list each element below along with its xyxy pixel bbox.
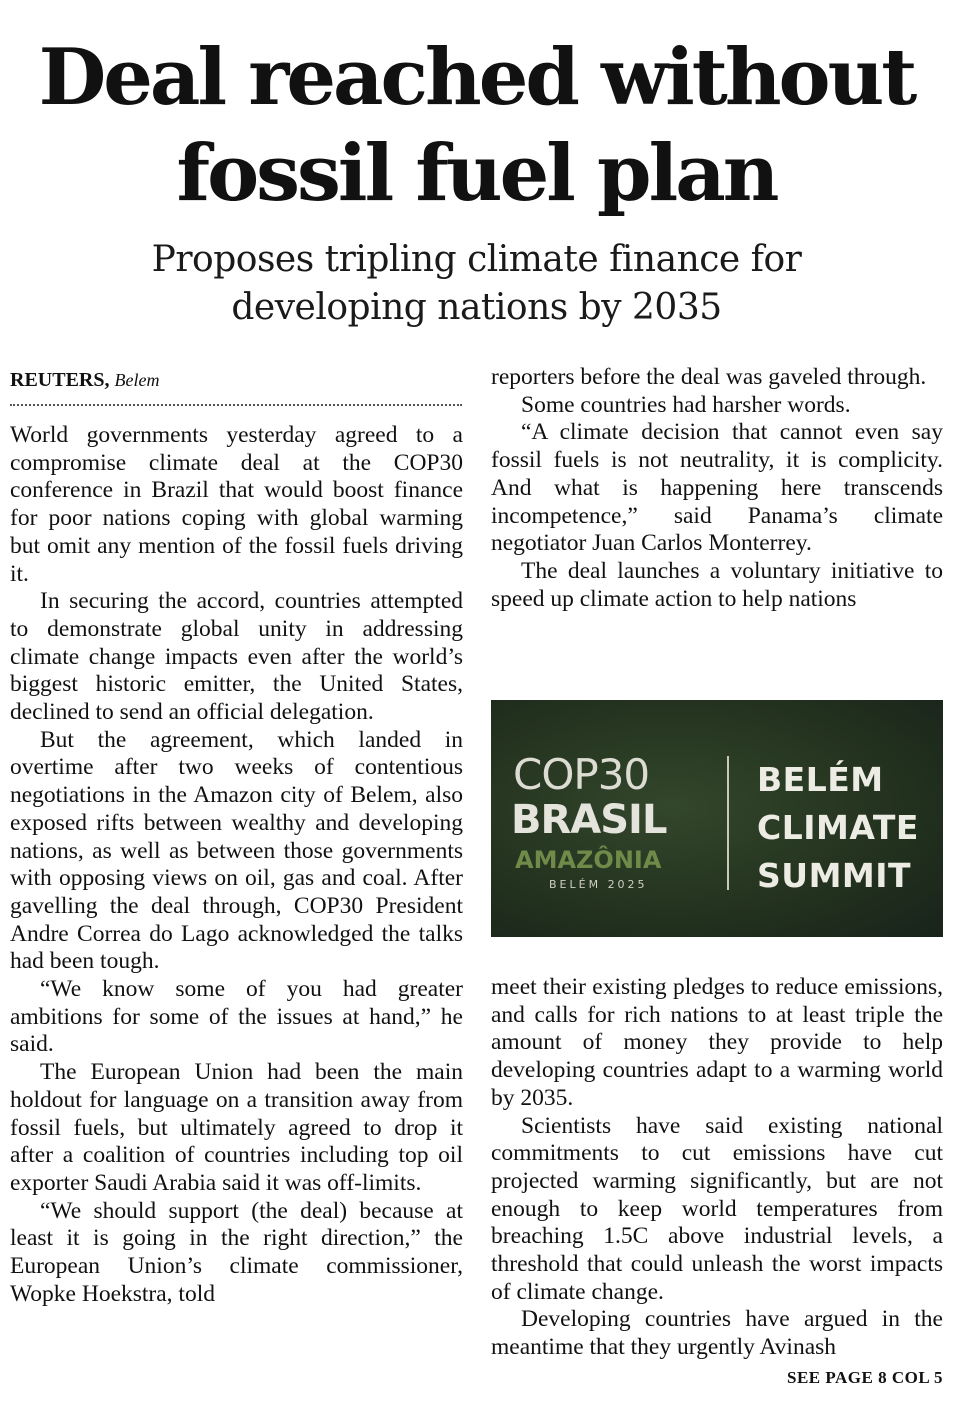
paragraph: reporters before the deal was gaveled through.: [491, 364, 927, 390]
summit-line-1: BELÉM: [757, 760, 884, 799]
subheadline: [0, 236, 953, 332]
summit-title: [757, 756, 919, 900]
summit-line-2: CLIMATE: [757, 808, 919, 847]
byline-divider: [10, 404, 462, 406]
paragraph: Scientists have said existing national commitments to cut emissions have cut projected warming significantly, but are not enough to keep world temperatures from breaching 1.5C above industrial levels, a threshold that could unleash the worst impacts of climate change.: [491, 1112, 943, 1305]
subheadline-line-2: developing nations by 2035: [231, 287, 722, 328]
paragraph: The European Union had been the main holdout for language on a transition away from fossil fuels, but ultimately agreed to drop it after a coalition of countries including top oil exporter Saudi Arabia said it was off-limits.: [10, 1059, 463, 1196]
headline: [0, 30, 953, 222]
cop30-summit-photo: [491, 700, 943, 937]
paragraph: “We know some of you had greater ambitions for some of the issues at hand,” he said.: [10, 976, 463, 1058]
headline-line-2: fossil fuel plan: [176, 128, 777, 219]
byline-agency: REUTERS,: [10, 369, 110, 391]
logo-belem-2025: BELÉM 2025: [549, 878, 648, 891]
logo-cop30: COP30: [513, 750, 650, 799]
article-column-1: [10, 422, 463, 1309]
jump-line: SEE PAGE 8 COL 5: [787, 1368, 943, 1387]
logo-brasil: BRASIL: [511, 797, 667, 843]
paragraph: Developing countries have argued in the meantime that they urgently Avinash: [491, 1306, 943, 1361]
paragraph: But the agreement, which landed in overtime after two weeks of contentious negotiations in the Amazon city of Belem, also exposed rifts between wealthy and developing nations, as well as between those governments with opposing views on oil, gas and coal. After gavelling the deal through, COP30 President Andre Correa do Lago acknowledged the talks had been tough.: [10, 726, 463, 975]
paragraph: World governments yesterday agreed to a compromise climate deal at the COP30 conference in Brazil that would boost finance for poor nations coping with global warming but omit any mention of the fossil fuels driving it.: [10, 422, 463, 587]
paragraph: meet their existing pledges to reduce emissions, and calls for rich nations to at least triple the amount of money they provide to help developing countries adapt to a warming world by 2035.: [491, 974, 943, 1111]
byline: [10, 366, 462, 394]
paragraph: “We should support (the deal) because at least it is going in the right direction,” the European Union’s climate commissioner, Wopke Hoekstra, told: [10, 1197, 463, 1307]
byline-place: Belem: [114, 370, 160, 390]
article-column-2-bottom: [491, 974, 943, 1362]
headline-line-1: Deal reached without: [38, 32, 915, 123]
subheadline-line-1: Proposes tripling climate finance for: [151, 239, 802, 280]
paragraph: Some countries had harsher words.: [521, 391, 851, 418]
logo-amazonia: AMAZÔNIA: [515, 846, 662, 874]
logo-divider: [727, 756, 729, 890]
article-column-2-top: [491, 364, 943, 613]
paragraph: In securing the accord, countries attempted to demonstrate global unity in addressing climate change impacts even after the world’s biggest historic emitter, the United States, declined to send an official delegation.: [10, 588, 463, 726]
paragraph: The deal launches a voluntary initiative to speed up climate action to help nations: [491, 557, 943, 612]
paragraph: “A climate decision that cannot even say fossil fuels is not neutrality, it is complicity. And what is happening here transcends incompetence,” said Panama’s climate negotiator Juan Carlos Monterrey.: [491, 419, 943, 557]
summit-line-3: SUMMIT: [757, 856, 912, 895]
